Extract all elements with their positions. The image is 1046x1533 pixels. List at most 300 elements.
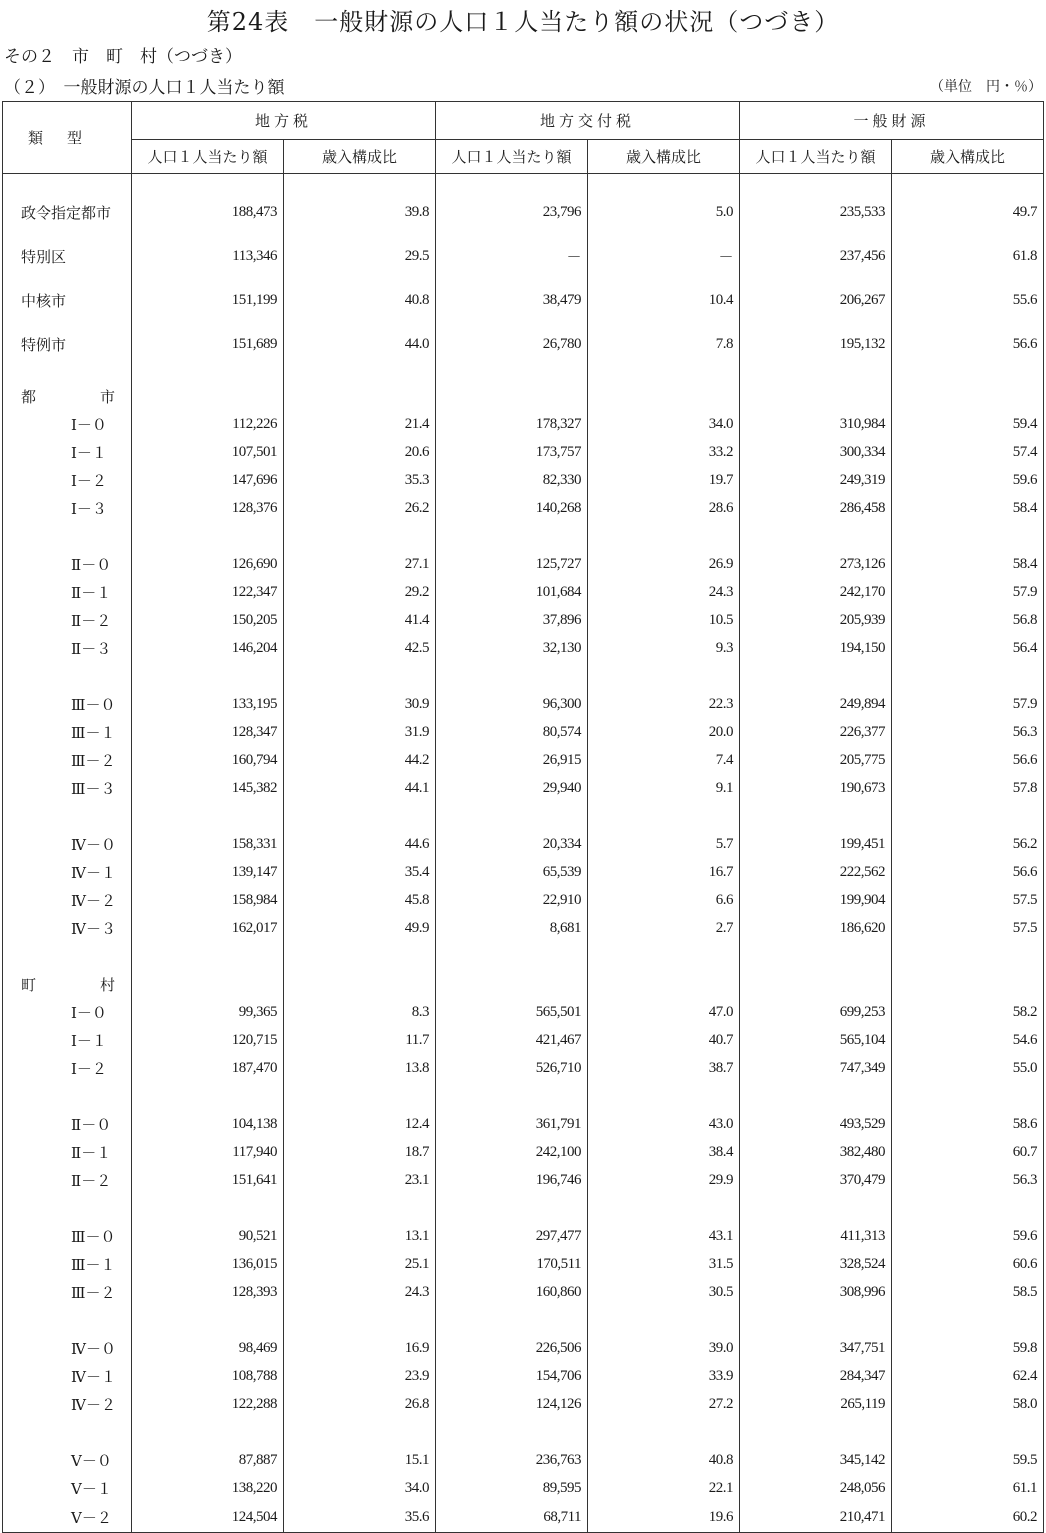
value-cell: 188,473 [132,190,284,234]
row-label: Ⅰ－１ [3,438,132,466]
table-row [3,690,1044,718]
value-cell: 249,894 [740,690,892,718]
value-cell: 41.4 [284,606,436,634]
value-cell: 112,226 [132,410,284,438]
value-cell: 162,017 [132,914,284,942]
value-cell: 194,150 [740,634,892,662]
value-cell: 526,710 [436,1054,588,1082]
category-row [3,382,1044,410]
value-cell: 38.7 [588,1054,740,1082]
row-label: Ⅲ－０ [3,690,132,718]
value-cell: 30.5 [588,1278,740,1306]
value-cell: 18.7 [284,1138,436,1166]
value-cell: 47.0 [588,998,740,1026]
value-cell: 35.3 [284,466,436,494]
value-cell: 235,533 [740,190,892,234]
row-label: Ⅳ－２ [3,886,132,914]
value-cell: 19.7 [588,466,740,494]
value-cell: 27.2 [588,1390,740,1418]
value-cell: 9.1 [588,774,740,802]
value-cell: 12.4 [284,1110,436,1138]
value-cell: 62.4 [892,1362,1044,1390]
value-cell: 139,147 [132,858,284,886]
value-cell: 22,910 [436,886,588,914]
value-cell: 199,904 [740,886,892,914]
table-row [3,1138,1044,1166]
value-cell: 22.3 [588,690,740,718]
value-cell: 87,887 [132,1446,284,1474]
table-row [3,746,1044,774]
table-row [3,1362,1044,1390]
value-cell: 57.4 [892,438,1044,466]
value-cell: 124,126 [436,1390,588,1418]
value-cell: 101,684 [436,578,588,606]
table-row [3,578,1044,606]
row-label: Ⅴ－０ [3,1446,132,1474]
value-cell: 55.6 [892,278,1044,322]
value-cell: 82,330 [436,466,588,494]
column-header: 歳入構成比 [284,140,436,174]
table-row [3,466,1044,494]
row-label: 特例市 [3,322,132,366]
value-cell: 58.6 [892,1110,1044,1138]
value-cell: 7.8 [588,322,740,366]
table-row [3,1110,1044,1138]
value-cell: 59.6 [892,1222,1044,1250]
value-cell: 57.9 [892,690,1044,718]
value-cell: 122,347 [132,578,284,606]
group-header-allocation-tax: 地方交付税 [436,102,740,140]
value-cell: 16.7 [588,858,740,886]
value-cell: 2.7 [588,914,740,942]
spacer-row [3,366,1044,382]
value-cell: 265,119 [740,1390,892,1418]
value-cell: 178,327 [436,410,588,438]
value-cell: 37,896 [436,606,588,634]
row-label: Ⅳ－２ [3,1390,132,1418]
spacer-row [3,802,1044,830]
table-row [3,606,1044,634]
row-label: Ⅱ－２ [3,606,132,634]
row-label: Ⅱ－２ [3,1166,132,1194]
value-cell: 199,451 [740,830,892,858]
value-cell: 173,757 [436,438,588,466]
value-cell: 13.1 [284,1222,436,1250]
value-cell: 136,015 [132,1250,284,1278]
row-label: Ⅱ－０ [3,1110,132,1138]
value-cell: 8,681 [436,914,588,942]
value-cell: 56.6 [892,746,1044,774]
value-cell: 138,220 [132,1474,284,1502]
column-header: 人口１人当たり額 [436,140,588,174]
row-label: Ⅰ－１ [3,1026,132,1054]
value-cell: 310,984 [740,410,892,438]
value-cell: 9.3 [588,634,740,662]
spacer-row [3,1306,1044,1334]
value-cell: 107,501 [132,438,284,466]
table-row [3,438,1044,466]
value-cell: 237,456 [740,234,892,278]
value-cell: 222,562 [740,858,892,886]
value-cell: 205,939 [740,606,892,634]
value-cell: 56.2 [892,830,1044,858]
category-row [3,970,1044,998]
table-subtitle: （２） 一般財源の人口１人当たり額 [4,78,285,98]
value-cell: 89,595 [436,1474,588,1502]
table-row [3,830,1044,858]
column-header: 人口１人当たり額 [132,140,284,174]
value-cell: 104,138 [132,1110,284,1138]
value-cell: 57.5 [892,914,1044,942]
type-header: 類型 [3,102,132,174]
value-cell: 65,539 [436,858,588,886]
value-cell: 59.4 [892,410,1044,438]
value-cell: 226,377 [740,718,892,746]
value-cell: 347,751 [740,1334,892,1362]
value-cell: 32,130 [436,634,588,662]
value-cell: 158,984 [132,886,284,914]
value-cell: 58.5 [892,1278,1044,1306]
spacer-row [3,942,1044,970]
value-cell: 133,195 [132,690,284,718]
value-cell: 8.3 [284,998,436,1026]
value-cell: 565,501 [436,998,588,1026]
value-cell: 59.6 [892,466,1044,494]
value-cell: 154,706 [436,1362,588,1390]
value-cell: 186,620 [740,914,892,942]
table-row [3,998,1044,1026]
row-label: Ⅲ－２ [3,746,132,774]
value-cell: 43.0 [588,1110,740,1138]
column-header: 歳入構成比 [892,140,1044,174]
row-label: Ⅲ－０ [3,1222,132,1250]
value-cell: 61.8 [892,234,1044,278]
spacer-row [3,1418,1044,1446]
value-cell: 421,467 [436,1026,588,1054]
per-capita-table [2,101,1044,1533]
category-label: 都 市 [21,389,115,406]
table-row [3,1446,1044,1474]
value-cell: 122,288 [132,1390,284,1418]
spacer-row [3,1194,1044,1222]
value-cell: 195,132 [740,322,892,366]
value-cell: 16.9 [284,1334,436,1362]
value-cell: 187,470 [132,1054,284,1082]
value-cell: 57.8 [892,774,1044,802]
value-cell: 151,641 [132,1166,284,1194]
table-row [3,1166,1044,1194]
value-cell: 493,529 [740,1110,892,1138]
row-label: Ⅲ－２ [3,1278,132,1306]
table-row [3,410,1044,438]
value-cell: 20.0 [588,718,740,746]
value-cell: 284,347 [740,1362,892,1390]
table-row [3,634,1044,662]
value-cell: 15.1 [284,1446,436,1474]
value-cell: 56.3 [892,718,1044,746]
value-cell: 6.6 [588,886,740,914]
value-cell: 160,860 [436,1278,588,1306]
table-row [3,774,1044,802]
value-cell: 26,915 [436,746,588,774]
value-cell: 35.4 [284,858,436,886]
value-cell: 13.8 [284,1054,436,1082]
row-label: Ⅳ－０ [3,830,132,858]
table-row [3,1474,1044,1502]
value-cell: 44.1 [284,774,436,802]
value-cell: 31.9 [284,718,436,746]
value-cell: 30.9 [284,690,436,718]
value-cell: 56.6 [892,858,1044,886]
value-cell: 61.1 [892,1474,1044,1502]
value-cell: 57.9 [892,578,1044,606]
table-row [3,1222,1044,1250]
table-row [3,914,1044,942]
value-cell: 29.2 [284,578,436,606]
value-cell: 205,775 [740,746,892,774]
value-cell: 117,940 [132,1138,284,1166]
value-cell: 39.0 [588,1334,740,1362]
row-label: Ⅲ－１ [3,1250,132,1278]
value-cell: 54.6 [892,1026,1044,1054]
row-label: Ⅰ－２ [3,1054,132,1082]
value-cell: 242,100 [436,1138,588,1166]
value-cell: 7.4 [588,746,740,774]
table-body [3,174,1044,1533]
value-cell: 236,763 [436,1446,588,1474]
value-cell: 56.4 [892,634,1044,662]
value-cell: 26.8 [284,1390,436,1418]
value-cell: 226,506 [436,1334,588,1362]
value-cell: 58.2 [892,998,1044,1026]
table-row [3,190,1044,234]
value-cell: 140,268 [436,494,588,522]
table-row [3,278,1044,322]
category-label: 町 村 [21,977,115,994]
value-cell: 146,204 [132,634,284,662]
value-cell: 345,142 [740,1446,892,1474]
value-cell: 33.2 [588,438,740,466]
value-cell: 23.9 [284,1362,436,1390]
row-label: Ⅴ－２ [3,1502,132,1533]
value-cell: 124,504 [132,1502,284,1533]
value-cell: 147,696 [132,466,284,494]
value-cell: 44.6 [284,830,436,858]
spacer-row [3,174,1044,191]
value-cell: 43.1 [588,1222,740,1250]
value-cell: 49.9 [284,914,436,942]
value-cell: 23,796 [436,190,588,234]
value-cell: 361,791 [436,1110,588,1138]
value-cell: 308,996 [740,1278,892,1306]
table-row [3,886,1044,914]
row-label: Ⅱ－３ [3,634,132,662]
value-cell: 28.6 [588,494,740,522]
value-cell: 29.5 [284,234,436,278]
value-cell: 170,511 [436,1250,588,1278]
value-cell: 300,334 [740,438,892,466]
value-cell: 242,170 [740,578,892,606]
value-cell: 10.4 [588,278,740,322]
table-row [3,858,1044,886]
value-cell: 24.3 [284,1278,436,1306]
value-cell: 45.8 [284,886,436,914]
table-row [3,550,1044,578]
value-cell: 39.8 [284,190,436,234]
value-cell: 35.6 [284,1502,436,1533]
value-cell: 206,267 [740,278,892,322]
value-cell: 125,727 [436,550,588,578]
value-cell: 26.2 [284,494,436,522]
row-label: 政令指定都市 [3,190,132,234]
row-label: Ⅱ－１ [3,1138,132,1166]
value-cell: 108,788 [132,1362,284,1390]
spacer-row [3,522,1044,550]
value-cell: 151,689 [132,322,284,366]
value-cell: 747,349 [740,1054,892,1082]
spacer-row [3,662,1044,690]
value-cell: 699,253 [740,998,892,1026]
value-cell: 44.2 [284,746,436,774]
column-header: 歳入構成比 [588,140,740,174]
value-cell: 10.5 [588,606,740,634]
value-cell: 55.0 [892,1054,1044,1082]
value-cell: 34.0 [284,1474,436,1502]
value-cell: 128,347 [132,718,284,746]
value-cell: 49.7 [892,190,1044,234]
value-cell: － [436,234,588,278]
value-cell: 68,711 [436,1502,588,1533]
row-label: Ⅳ－０ [3,1334,132,1362]
value-cell: 113,346 [132,234,284,278]
row-label: Ⅰ－０ [3,998,132,1026]
unit-note: （単位 円・％） [930,79,1042,95]
section-subtitle: その２ 市 町 村（つづき） [4,47,242,67]
value-cell: 126,690 [132,550,284,578]
table-row [3,718,1044,746]
value-cell: 248,056 [740,1474,892,1502]
value-cell: 58.0 [892,1390,1044,1418]
value-cell: 96,300 [436,690,588,718]
value-cell: 27.1 [284,550,436,578]
value-cell: 297,477 [436,1222,588,1250]
value-cell: 120,715 [132,1026,284,1054]
value-cell: 34.0 [588,410,740,438]
row-label: Ⅲ－３ [3,774,132,802]
value-cell: 19.6 [588,1502,740,1533]
value-cell: 565,104 [740,1026,892,1054]
value-cell: 5.0 [588,190,740,234]
value-cell: 56.6 [892,322,1044,366]
group-header-general-revenue: 一般財源 [740,102,1044,140]
value-cell: 25.1 [284,1250,436,1278]
table-row [3,1054,1044,1082]
value-cell: 57.5 [892,886,1044,914]
page-title: 第24表 一般財源の人口１人当たり額の状況（つづき） [206,8,840,36]
group-header-local-tax: 地方税 [132,102,436,140]
value-cell: 29,940 [436,774,588,802]
row-label: Ⅳ－１ [3,1362,132,1390]
value-cell: 328,524 [740,1250,892,1278]
value-cell: 20,334 [436,830,588,858]
table-row [3,1390,1044,1418]
value-cell: 33.9 [588,1362,740,1390]
value-cell: 40.8 [284,278,436,322]
value-cell: 370,479 [740,1166,892,1194]
value-cell: 158,331 [132,830,284,858]
value-cell: 11.7 [284,1026,436,1054]
row-label: Ⅳ－３ [3,914,132,942]
column-header: 人口１人当たり額 [740,140,892,174]
value-cell: 90,521 [132,1222,284,1250]
table-row [3,1026,1044,1054]
value-cell: 151,199 [132,278,284,322]
value-cell: 58.4 [892,550,1044,578]
value-cell: 40.7 [588,1026,740,1054]
value-cell: 196,746 [436,1166,588,1194]
value-cell: 60.7 [892,1138,1044,1166]
row-label: Ⅲ－１ [3,718,132,746]
value-cell: 60.6 [892,1250,1044,1278]
value-cell: 59.5 [892,1446,1044,1474]
table-row [3,1250,1044,1278]
value-cell: 59.8 [892,1334,1044,1362]
row-label: Ⅰ－２ [3,466,132,494]
row-label: 特別区 [3,234,132,278]
value-cell: 190,673 [740,774,892,802]
value-cell: 411,313 [740,1222,892,1250]
value-cell: 98,469 [132,1334,284,1362]
value-cell: 22.1 [588,1474,740,1502]
value-cell: 99,365 [132,998,284,1026]
value-cell: 29.9 [588,1166,740,1194]
value-cell: 40.8 [588,1446,740,1474]
table-row [3,494,1044,522]
row-label: 中核市 [3,278,132,322]
row-label: Ⅱ－１ [3,578,132,606]
value-cell: 21.4 [284,410,436,438]
value-cell: 23.1 [284,1166,436,1194]
value-cell: 38,479 [436,278,588,322]
row-label: Ⅳ－１ [3,858,132,886]
spacer-row [3,1082,1044,1110]
value-cell: 210,471 [740,1502,892,1533]
value-cell: 273,126 [740,550,892,578]
row-label: Ⅰ－３ [3,494,132,522]
value-cell: 128,376 [132,494,284,522]
value-cell: 80,574 [436,718,588,746]
row-label: Ⅰ－０ [3,410,132,438]
value-cell: 58.4 [892,494,1044,522]
value-cell: 160,794 [132,746,284,774]
value-cell: 249,319 [740,466,892,494]
row-label: Ⅴ－１ [3,1474,132,1502]
value-cell: 5.7 [588,830,740,858]
table-row [3,1334,1044,1362]
value-cell: 42.5 [284,634,436,662]
value-cell: 24.3 [588,578,740,606]
value-cell: 150,205 [132,606,284,634]
value-cell: － [588,234,740,278]
value-cell: 128,393 [132,1278,284,1306]
table-row [3,322,1044,366]
value-cell: 60.2 [892,1502,1044,1533]
value-cell: 31.5 [588,1250,740,1278]
table-row [3,1278,1044,1306]
value-cell: 38.4 [588,1138,740,1166]
value-cell: 382,480 [740,1138,892,1166]
value-cell: 56.3 [892,1166,1044,1194]
